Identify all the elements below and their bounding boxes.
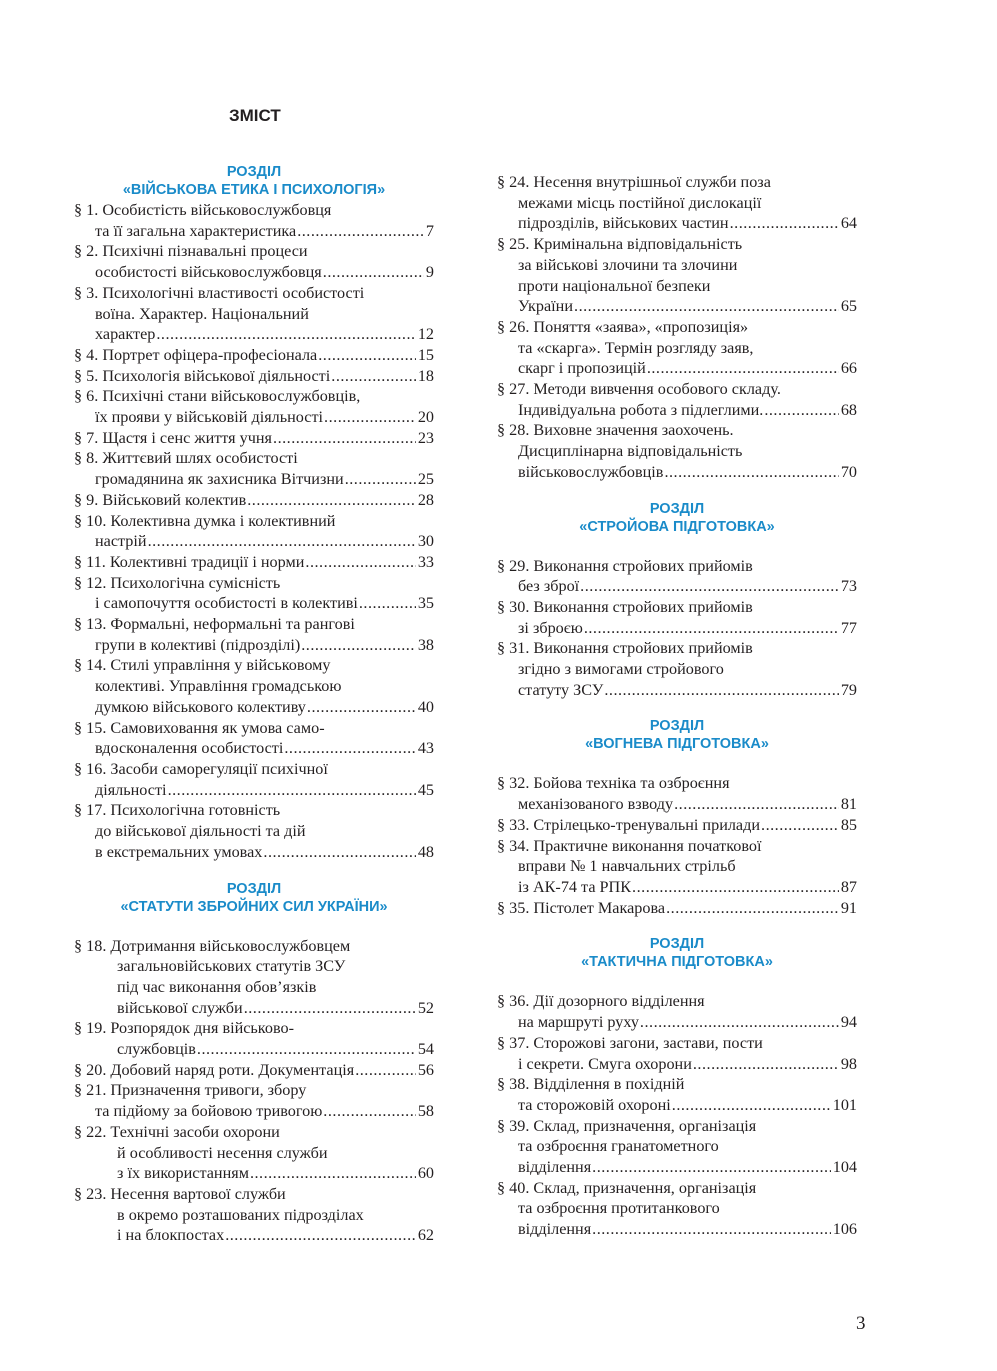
toc-entry-last-line — [497, 358, 857, 379]
toc-entry — [74, 241, 434, 282]
toc-entry — [497, 1074, 857, 1115]
toc-entry-text: § 38. Відділення в похідній — [497, 1075, 685, 1094]
dot-leader — [322, 1101, 416, 1122]
dot-leader — [147, 531, 416, 552]
toc-entry-text: особистості військовослужбовця — [95, 263, 322, 282]
section-heading-line: «СТАТУТИ ЗБРОЙНИХ СИЛ УКРАЇНИ» — [120, 898, 388, 915]
toc-entry-text: та озброєння протитанкового — [518, 1199, 720, 1218]
toc-entry-text: § 29. Виконання стройових прийомів — [497, 556, 753, 575]
toc-entry-last-line — [74, 593, 434, 614]
section-heading-line: РОЗДІЛ — [649, 500, 705, 517]
toc-page-number: 91 — [840, 898, 857, 917]
toc-entry-text: воїна. Характер. Національний — [95, 304, 309, 323]
dot-leader — [692, 1054, 839, 1075]
toc-entry-text: колективі. Управління громадською — [95, 677, 342, 696]
toc-page-number: 25 — [417, 470, 434, 489]
section-heading-line: «ТАКТИЧНА ПІДГОТОВКА» — [581, 954, 773, 971]
toc-entry-last-line — [74, 366, 434, 387]
dot-leader — [300, 635, 416, 656]
toc-entry-text: § 10. Колективна думка і колективний — [74, 511, 336, 530]
toc-entry-text: військовослужбовців — [518, 462, 664, 481]
dot-leader — [155, 324, 415, 345]
toc-entry-text: § 4. Портрет офіцера-професіонала — [74, 345, 318, 364]
toc-entry-text: громадянина як захисника Вітчизни — [95, 470, 344, 489]
toc-entry-text: без зброї — [518, 577, 580, 596]
toc-entry-last-line — [74, 780, 434, 801]
toc-page-number: 73 — [840, 577, 857, 596]
toc-entry-text: § 35. Пістолет Макарова — [497, 898, 666, 917]
toc-page-number: 12 — [417, 325, 434, 344]
section-heading-line: «СТРОЙОВА ПІДГОТОВКА» — [579, 518, 775, 535]
toc-page-number: 64 — [840, 214, 857, 233]
toc-entry-text: Дисциплінарна відповідальність — [518, 442, 743, 461]
dot-leader — [354, 1060, 416, 1081]
toc-entry-last-line — [74, 998, 434, 1019]
toc-entry-text: Індивідуальна робота з підлеглими. — [518, 400, 764, 419]
toc-page-number: 81 — [840, 795, 857, 814]
toc-entry-text: настрій — [95, 532, 147, 551]
dot-leader — [167, 780, 416, 801]
section-heading — [497, 717, 857, 753]
toc-entry-text: думкою військового колективу — [95, 697, 306, 716]
toc-page-number: 20 — [417, 408, 434, 427]
dot-leader — [763, 400, 839, 421]
toc-page-number: 79 — [840, 680, 857, 699]
section-heading — [497, 935, 857, 971]
toc-entry-last-line — [497, 815, 857, 836]
toc-entry-text: в окремо розташованих підрозділах — [117, 1205, 364, 1224]
dot-leader — [760, 815, 839, 836]
toc-entry-last-line — [74, 635, 434, 656]
toc-entry — [74, 200, 434, 241]
toc-page-number: 66 — [840, 359, 857, 378]
toc-entry-text: § 17. Психологічна готовність — [74, 801, 281, 820]
dot-leader — [671, 1095, 831, 1116]
dot-leader — [196, 1039, 416, 1060]
dot-leader — [729, 213, 839, 234]
toc-entry-last-line — [74, 531, 434, 552]
toc-entry-text: за військові злочини та злочини — [518, 255, 738, 274]
dot-leader — [330, 366, 416, 387]
toc-entry-text: характер — [95, 325, 156, 344]
toc-page-number: 70 — [840, 462, 857, 481]
toc-entry-text: § 21. Призначення тривоги, збору — [74, 1081, 307, 1100]
toc-entry-text: групи в колективі (підрозділі) — [95, 635, 301, 654]
toc-entry — [497, 1116, 857, 1178]
toc-entry — [74, 1018, 434, 1059]
toc-entry-text: статуту ЗСУ — [518, 680, 604, 699]
dot-leader — [243, 998, 416, 1019]
dot-leader — [296, 221, 424, 242]
toc-page-number: 45 — [417, 780, 434, 799]
toc-entry — [497, 773, 857, 814]
toc-entry-text: § 18. Дотримання військовослужбовцем — [74, 936, 351, 955]
toc-entry — [74, 345, 434, 366]
toc-entry-last-line — [497, 296, 857, 317]
toc-entry-text: § 19. Розпорядок дня військово- — [74, 1019, 294, 1038]
toc-entry-text: § 30. Виконання стройових прийомів — [497, 597, 753, 616]
toc-entry — [497, 420, 857, 482]
toc-entry-text: § 37. Сторожові загони, застави, пости — [497, 1033, 763, 1052]
toc-entry-text: § 11. Колективні традиції і норми — [74, 552, 305, 571]
toc-entry-text: підрозділів, військових частин — [518, 214, 729, 233]
toc-entry — [74, 936, 434, 1019]
section-heading-line: «ВІЙСЬКОВА ЕТИКА І ПСИХОЛОГІЯ» — [122, 182, 386, 198]
toc-entry-text: їх прояви у військовій діяльності — [95, 408, 324, 427]
dot-leader — [262, 842, 415, 863]
toc-entry-text: вправи № 1 навчальних стрільб — [518, 857, 736, 876]
toc-entry — [74, 573, 434, 614]
toc-entry-last-line — [74, 490, 434, 511]
dot-leader — [665, 898, 839, 919]
toc-entry-last-line — [74, 1039, 434, 1060]
toc-entry — [74, 1060, 434, 1081]
toc-entry-text: та «скарга». Термін розгляду заяв, — [518, 338, 754, 357]
toc-entry-text: діяльності — [95, 780, 167, 799]
toc-entry-last-line — [497, 400, 857, 421]
toc-page-number: 85 — [840, 815, 857, 834]
toc-entry-last-line — [497, 794, 857, 815]
dot-leader — [246, 490, 416, 511]
toc-entry-last-line — [497, 1219, 857, 1240]
toc-page-number: 43 — [417, 739, 434, 758]
section-heading-line: «ВОГНЕВА ПІДГОТОВКА» — [585, 736, 769, 753]
toc-entry-text: § 8. Життєвий шлях особистості — [74, 449, 298, 468]
section-heading-line: РОЗДІЛ — [649, 718, 705, 735]
toc-entry — [497, 898, 857, 919]
toc-entry-text: до військової діяльності та дій — [95, 822, 306, 841]
toc-page-number: 15 — [417, 345, 434, 364]
toc-entry-last-line — [497, 898, 857, 919]
toc-page-number: 7 — [425, 221, 434, 240]
toc-entry-text: України — [518, 297, 574, 316]
toc-page-number: 104 — [832, 1158, 857, 1177]
toc-entry-text: відділення — [518, 1158, 592, 1177]
toc-entry-text: § 5. Психологія військової діяльності — [74, 366, 331, 385]
dot-leader — [673, 794, 839, 815]
toc-entry-text: й особливості несення служби — [117, 1143, 328, 1162]
toc-page-number: 38 — [417, 635, 434, 654]
toc-entry-last-line — [74, 842, 434, 863]
toc-entry-last-line — [74, 262, 434, 283]
toc-page-number: 68 — [840, 400, 857, 419]
toc-page-number: 65 — [840, 297, 857, 316]
toc-entry-last-line — [74, 407, 434, 428]
dot-leader — [304, 552, 415, 573]
dot-leader — [323, 407, 416, 428]
toc-entry-text: механізованого взводу — [518, 795, 674, 814]
toc-entry-text: з їх використанням — [117, 1164, 249, 1183]
toc-entry-text: та сторожовій охороні — [518, 1095, 671, 1114]
toc-entry-text: § 40. Склад, призначення, організація — [497, 1178, 757, 1197]
toc-entry — [497, 836, 857, 898]
toc-entry-last-line — [497, 877, 857, 898]
toc-entry-text: під час виконання обов’язків — [117, 977, 317, 996]
toc-entry-text: службовців — [117, 1040, 196, 1059]
toc-entry-text: § 25. Кримінальна відповідальність — [497, 235, 743, 254]
toc-entry-text: та підйому за бойовою тривогою — [95, 1102, 323, 1121]
dot-leader — [583, 618, 839, 639]
toc-left-column — [74, 163, 434, 1246]
toc-entry-last-line — [74, 697, 434, 718]
toc-entry-text: § 7. Щастя і сенс життя учня — [74, 428, 273, 447]
toc-entry — [74, 366, 434, 387]
toc-page-number: 87 — [840, 877, 857, 896]
toc-entry-text: § 33. Стрілецько-тренувальні прилади — [497, 815, 761, 834]
toc-entry-text: § 39. Склад, призначення, організація — [497, 1116, 757, 1135]
toc-entry-text: відділення — [518, 1220, 592, 1239]
toc-entry — [74, 655, 434, 717]
toc-entry — [497, 234, 857, 317]
section-heading — [74, 163, 434, 199]
dot-leader — [249, 1163, 416, 1184]
toc-entry-last-line — [74, 1163, 434, 1184]
toc-entry — [74, 1184, 434, 1246]
toc-entry-last-line — [497, 462, 857, 483]
toc-entry — [497, 172, 857, 234]
toc-entry-text: зі зброєю — [518, 618, 583, 637]
toc-entry-last-line — [74, 221, 434, 242]
toc-page-number: 98 — [840, 1054, 857, 1073]
toc-entry-text: § 28. Виховне значення заохочень. — [497, 421, 734, 440]
toc-entry-text: згідно з вимогами стройового — [518, 660, 724, 679]
toc-entry-last-line — [74, 738, 434, 759]
toc-page-number: 62 — [417, 1226, 434, 1245]
toc-page-number: 94 — [840, 1013, 857, 1032]
dot-leader — [573, 296, 839, 317]
dot-leader — [224, 1225, 416, 1246]
dot-leader — [579, 576, 839, 597]
toc-entry — [74, 448, 434, 489]
toc-entry-last-line — [497, 576, 857, 597]
dot-leader — [591, 1219, 831, 1240]
toc-entry-text: і секрети. Смуга охорони — [518, 1054, 692, 1073]
toc-entry-text: і на блокпостах — [117, 1226, 225, 1245]
toc-entry-text: загальновійськових статутів ЗСУ — [117, 957, 346, 976]
dot-leader — [283, 738, 415, 759]
toc-entry — [497, 556, 857, 597]
toc-entry — [497, 379, 857, 420]
toc-entry — [74, 614, 434, 655]
toc-entry — [74, 490, 434, 511]
toc-page-number: 28 — [417, 490, 434, 509]
toc-page-number: 101 — [832, 1095, 857, 1114]
toc-entry-text: § 13. Формальні, неформальні та рангові — [74, 615, 355, 634]
toc-page-number: 52 — [417, 998, 434, 1017]
toc-entry — [497, 815, 857, 836]
toc-entry-text: § 31. Виконання стройових прийомів — [497, 639, 753, 658]
toc-entry-text: § 32. Бойова техніка та озброєння — [497, 774, 730, 793]
toc-entry — [497, 1178, 857, 1240]
toc-entry-text: § 34. Практичне виконання початкової — [497, 836, 762, 855]
dot-leader — [603, 680, 838, 701]
toc-entry-text: § 15. Самовиховання як умова само- — [74, 718, 325, 737]
section-heading-line: РОЗДІЛ — [649, 936, 705, 953]
toc-entry — [497, 317, 857, 379]
toc-entry — [497, 1033, 857, 1074]
section-heading-line: РОЗДІЛ — [226, 164, 282, 180]
section-heading-line: РОЗДІЛ — [226, 880, 282, 897]
dot-leader — [306, 697, 416, 718]
page-number: 3 — [856, 1313, 866, 1334]
toc-entry-text: § 2. Психічні пізнавальні процеси — [74, 242, 308, 261]
toc-page-number: 106 — [832, 1220, 857, 1239]
toc-page-number: 40 — [417, 697, 434, 716]
toc-page-number: 9 — [425, 263, 434, 282]
toc-entry — [497, 638, 857, 700]
toc-entry-text: військової служби — [117, 998, 243, 1017]
toc-page-number: 58 — [417, 1102, 434, 1121]
toc-entry — [74, 1080, 434, 1121]
toc-entry-last-line — [497, 1054, 857, 1075]
section-heading — [497, 500, 857, 536]
toc-entry-text: § 23. Несення вартової служби — [74, 1184, 286, 1203]
toc-entry — [74, 1122, 434, 1184]
toc-entry-last-line — [497, 1012, 857, 1033]
page-title: ЗМІСТ — [229, 106, 281, 125]
toc-page-number: 35 — [417, 594, 434, 613]
dot-leader — [344, 469, 416, 490]
dot-leader — [322, 262, 424, 283]
toc-entry-text: § 9. Військовий колектив — [74, 490, 247, 509]
toc-page-number: 60 — [417, 1164, 434, 1183]
dot-leader — [639, 1012, 839, 1033]
toc-entry — [74, 428, 434, 449]
dot-leader — [591, 1157, 831, 1178]
section-heading — [74, 880, 434, 916]
toc-entry-text: та її загальна характеристика — [95, 221, 297, 240]
toc-entry-text: § 24. Несення внутрішньої служби поза — [497, 173, 771, 191]
dot-leader — [272, 428, 416, 449]
toc-entry-text: § 6. Психічні стани військовослужбовців, — [74, 387, 361, 406]
toc-entry-text: § 16. Засоби саморегуляції психічної — [74, 759, 328, 778]
toc-page-number: 77 — [840, 618, 857, 637]
toc-entry-last-line — [497, 1095, 857, 1116]
toc-entry-text: на маршруті руху — [518, 1013, 639, 1032]
dot-leader — [317, 345, 416, 366]
toc-entry-text: і самопочуття особистості в колективі — [95, 594, 358, 613]
toc-page-number: 54 — [417, 1040, 434, 1059]
toc-page-number: 30 — [417, 532, 434, 551]
dot-leader — [663, 462, 838, 483]
toc-entry-last-line — [497, 213, 857, 234]
toc-entry-text: § 27. Методи вивчення особового складу. — [497, 380, 781, 399]
toc-entry-text: § 14. Стилі управління у військовому — [74, 656, 331, 675]
toc-entry-last-line — [74, 469, 434, 490]
toc-entry — [74, 552, 434, 573]
toc-entry-text: та озброєння гранатометного — [518, 1137, 719, 1156]
toc-entry-text: § 3. Психологічні властивості особистості — [74, 283, 365, 302]
toc-right-column — [497, 172, 857, 1240]
toc-entry-text: межами місць постійної дислокації — [518, 193, 762, 212]
toc-page-number: 23 — [417, 428, 434, 447]
toc-entry — [497, 991, 857, 1032]
toc-entry — [74, 759, 434, 800]
toc-entry-text: § 1. Особистість військовослужбовця — [74, 201, 332, 219]
toc-entry-last-line — [497, 618, 857, 639]
toc-page-number: 48 — [417, 842, 434, 861]
toc-page-number: 18 — [417, 366, 434, 385]
toc-entry-text: скарг і пропозицій — [518, 359, 646, 378]
toc-entry-text: § 36. Дії дозорного відділення — [497, 992, 705, 1011]
toc-entry-text: § 12. Психологічна сумісність — [74, 573, 281, 592]
toc-entry-last-line — [74, 1225, 434, 1246]
dot-leader — [646, 358, 839, 379]
dot-leader — [358, 593, 416, 614]
toc-entry-last-line — [74, 1060, 434, 1081]
toc-entry-text: § 22. Технічні засоби охорони — [74, 1122, 280, 1141]
toc-entry — [74, 800, 434, 862]
toc-page-number: 33 — [417, 552, 434, 571]
toc-entry-text: § 20. Добовий наряд роти. Документація — [74, 1060, 355, 1079]
toc-entry-text: в екстремальних умовах — [95, 842, 263, 861]
toc-entry-last-line — [74, 428, 434, 449]
toc-page-number: 56 — [417, 1060, 434, 1079]
dot-leader — [631, 877, 839, 898]
toc-entry-text: § 26. Поняття «заява», «пропозиція» — [497, 317, 749, 336]
toc-entry-text: проти національної безпеки — [518, 276, 711, 295]
toc-entry — [74, 283, 434, 345]
toc-entry-text: вдосконалення особистості — [95, 739, 284, 758]
toc-entry-last-line — [497, 680, 857, 701]
toc-entry — [74, 511, 434, 552]
toc-entry — [497, 597, 857, 638]
toc-entry-text: із АК-74 та РПК — [518, 877, 632, 896]
toc-entry — [74, 718, 434, 759]
toc-entry-last-line — [497, 1157, 857, 1178]
toc-entry-last-line — [74, 1101, 434, 1122]
toc-entry-last-line — [74, 345, 434, 366]
toc-entry-last-line — [74, 552, 434, 573]
toc-entry-last-line — [74, 324, 434, 345]
toc-entry — [74, 386, 434, 427]
